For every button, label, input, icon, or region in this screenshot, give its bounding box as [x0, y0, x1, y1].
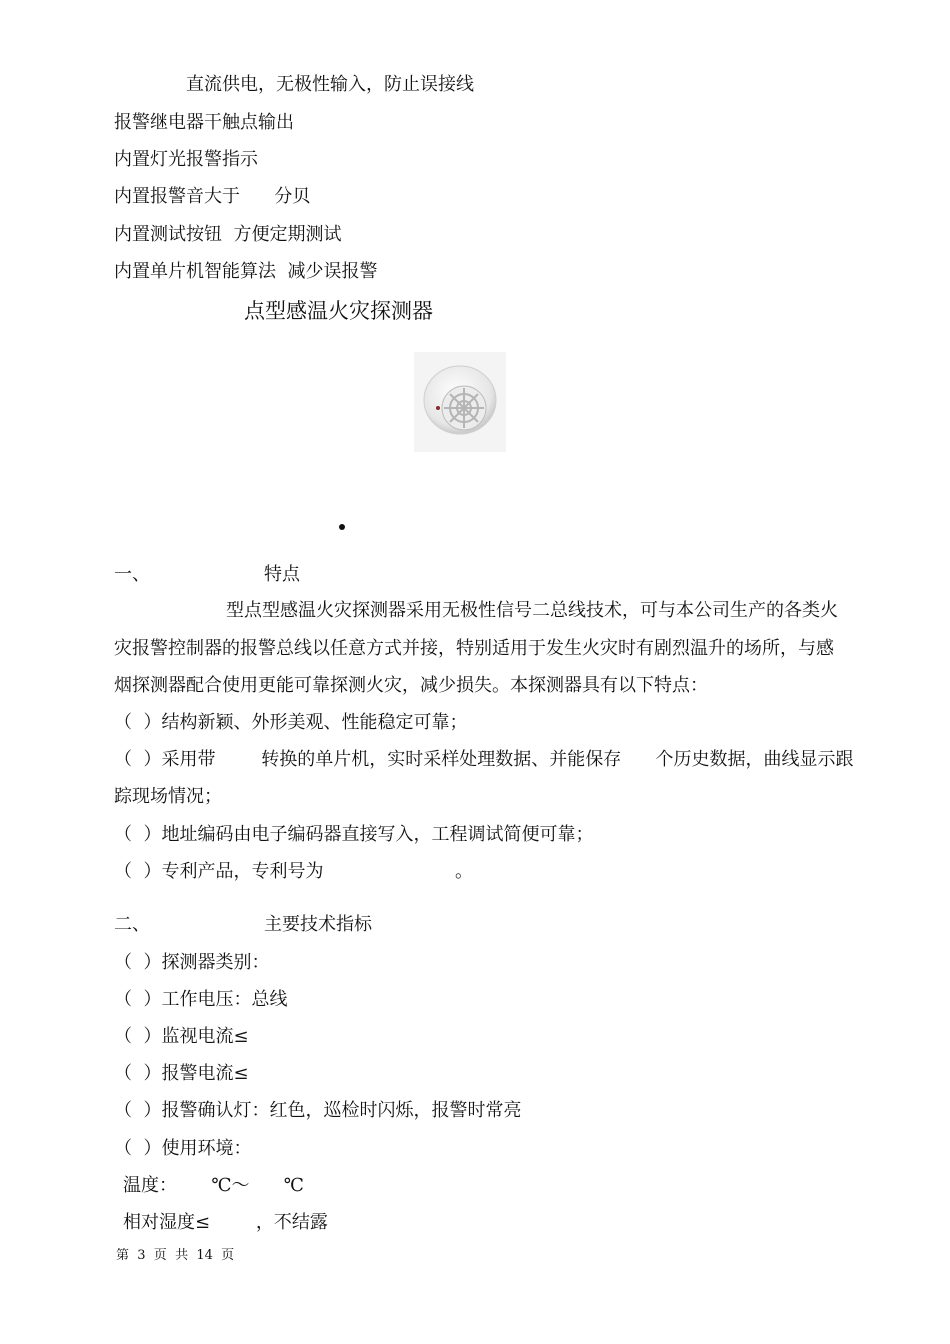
section2-heading: 主要技术指标: [264, 914, 372, 935]
section1-item3: （ ）地址编码由电子编码器直接写入，工程调试简便可靠；: [114, 824, 594, 845]
section2-number: 二、: [114, 914, 150, 935]
spec-humidity: 相对湿度≤ ，不结露: [123, 1212, 328, 1233]
list-bullet: [339, 524, 345, 530]
spec-item-4: （ ）报警电流≤: [114, 1063, 249, 1084]
intro-line-1: 直流供电，无极性输入，防止误接线: [186, 74, 474, 95]
section1-heading: 特点: [264, 564, 300, 585]
spec-item-5: （ ）报警确认灯：红色，巡检时闪烁，报警时常亮: [114, 1100, 522, 1121]
spec-item-3: （ ）监视电流≤: [114, 1026, 249, 1047]
intro-line-5: 内置测试按钮 方便定期测试: [114, 224, 342, 245]
spec-item-1: （ ）探测器类别：: [114, 952, 270, 973]
page-footer: 第 3 页 共 14 页: [116, 1248, 235, 1263]
section1-item1: （ ）结构新颖、外形美观、性能稳定可靠；: [114, 712, 468, 733]
section1-item2-cont: 踪现场情况；: [114, 786, 222, 807]
section1-para-line2: 灾报警控制器的报警总线以任意方式并接，特别适用于发生火灾时有剧烈温升的场所，与感: [114, 638, 834, 659]
intro-line-2: 报警继电器干触点输出: [114, 112, 294, 133]
intro-line-3: 内置灯光报警指示: [114, 149, 258, 170]
section1-item4: （ ）专利产品，专利号为 。: [114, 861, 474, 882]
section1-para-line1: 型点型感温火灾探测器采用无极性信号二总线技术，可与本公司生产的各类火: [226, 600, 838, 621]
intro-line-4: 内置报警音大于 分贝: [114, 186, 311, 207]
product-title: 点型感温火灾探测器: [244, 299, 433, 323]
section1-para-line3: 烟探测器配合使用更能可靠探测火灾，减少损失。本探测器具有以下特点：: [114, 675, 708, 696]
spec-temperature: 温度： ℃～ ℃: [123, 1175, 304, 1196]
spec-item-6: （ ）使用环境：: [114, 1138, 252, 1159]
heat-detector-image: [414, 352, 506, 452]
spec-item-2: （ ）工作电压：总线: [114, 989, 288, 1010]
intro-line-6: 内置单片机智能算法 减少误报警: [114, 261, 378, 282]
section1-item2: （ ）采用带 转换的单片机，实时采样处理数据、并能保存 个历史数据，曲线显示跟: [114, 749, 854, 770]
section1-number: 一、: [114, 564, 150, 585]
